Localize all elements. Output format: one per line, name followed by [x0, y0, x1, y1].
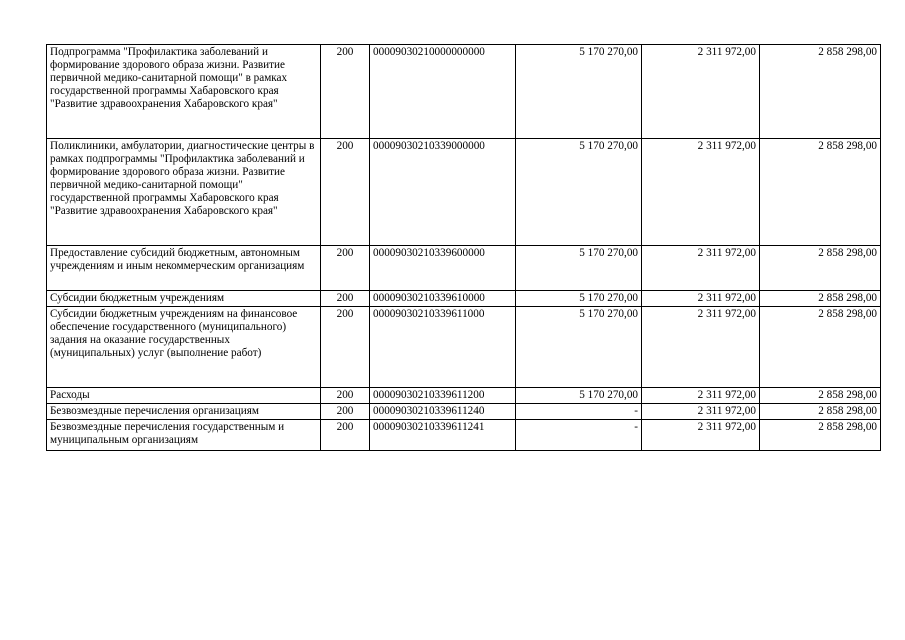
row-amount-3: 2 858 298,00 — [760, 139, 881, 246]
row-amount-2: 2 311 972,00 — [642, 291, 760, 307]
row-name: Субсидии бюджетным учреждениям на финансовое обеспечение государственного (муниципального) задания на оказание государственных (муниципальных) услуг (выполнение работ) — [47, 307, 321, 388]
row-kbk: 00009030210339000000 — [370, 139, 516, 246]
row-amount-3: 2 858 298,00 — [760, 291, 881, 307]
table-row — [47, 404, 881, 420]
row-code: 200 — [321, 139, 370, 246]
row-amount-1: 5 170 270,00 — [516, 139, 642, 246]
table-row — [47, 307, 881, 388]
row-amount-1: 5 170 270,00 — [516, 246, 642, 291]
row-amount-1: - — [516, 404, 642, 420]
table-row — [47, 291, 881, 307]
row-name: Расходы — [47, 388, 321, 404]
row-name: Подпрограмма "Профилактика заболеваний и формирование здорового образа жизни. Развитие первичной медико-санитарной помощи" в рамках государственной программы Хабаровского края "Развитие здравоохранения Хабаровского края" — [47, 45, 321, 139]
row-code: 200 — [321, 246, 370, 291]
row-amount-1: 5 170 270,00 — [516, 291, 642, 307]
table-row — [47, 420, 881, 451]
row-amount-1: 5 170 270,00 — [516, 388, 642, 404]
table-row — [47, 139, 881, 246]
row-amount-1: 5 170 270,00 — [516, 307, 642, 388]
row-kbk: 00009030210000000000 — [370, 45, 516, 139]
row-amount-2: 2 311 972,00 — [642, 388, 760, 404]
row-kbk: 00009030210339610000 — [370, 291, 516, 307]
row-amount-1: 5 170 270,00 — [516, 45, 642, 139]
row-kbk: 00009030210339611000 — [370, 307, 516, 388]
row-code: 200 — [321, 388, 370, 404]
table-row — [47, 246, 881, 291]
row-amount-2: 2 311 972,00 — [642, 404, 760, 420]
row-amount-3: 2 858 298,00 — [760, 404, 881, 420]
row-code: 200 — [321, 291, 370, 307]
table-row — [47, 388, 881, 404]
row-amount-3: 2 858 298,00 — [760, 307, 881, 388]
row-kbk: 00009030210339611200 — [370, 388, 516, 404]
row-amount-3: 2 858 298,00 — [760, 45, 881, 139]
row-code: 200 — [321, 45, 370, 139]
row-amount-3: 2 858 298,00 — [760, 420, 881, 451]
row-name: Предоставление субсидий бюджетным, автономным учреждениям и иным некоммерческим организациям — [47, 246, 321, 291]
row-kbk: 00009030210339611241 — [370, 420, 516, 451]
row-name: Поликлиники, амбулатории, диагностические центры в рамках подпрограммы "Профилактика заболеваний и формирование здорового образа жизни. Развитие первичной медико-санитарной помощи" государственной программы Хабаровского края "Развитие здравоохранения Хабаровского края" — [47, 139, 321, 246]
row-amount-2: 2 311 972,00 — [642, 139, 760, 246]
row-kbk: 00009030210339600000 — [370, 246, 516, 291]
table-row — [47, 45, 881, 139]
row-amount-1: - — [516, 420, 642, 451]
row-amount-3: 2 858 298,00 — [760, 388, 881, 404]
budget-table — [46, 44, 881, 451]
row-code: 200 — [321, 307, 370, 388]
row-name: Безвозмездные перечисления государственным и муниципальным организациям — [47, 420, 321, 451]
row-name: Безвозмездные перечисления организациям — [47, 404, 321, 420]
row-amount-2: 2 311 972,00 — [642, 246, 760, 291]
row-name: Субсидии бюджетным учреждениям — [47, 291, 321, 307]
row-amount-3: 2 858 298,00 — [760, 246, 881, 291]
row-amount-2: 2 311 972,00 — [642, 420, 760, 451]
row-kbk: 00009030210339611240 — [370, 404, 516, 420]
row-code: 200 — [321, 404, 370, 420]
row-code: 200 — [321, 420, 370, 451]
row-amount-2: 2 311 972,00 — [642, 45, 760, 139]
row-amount-2: 2 311 972,00 — [642, 307, 760, 388]
